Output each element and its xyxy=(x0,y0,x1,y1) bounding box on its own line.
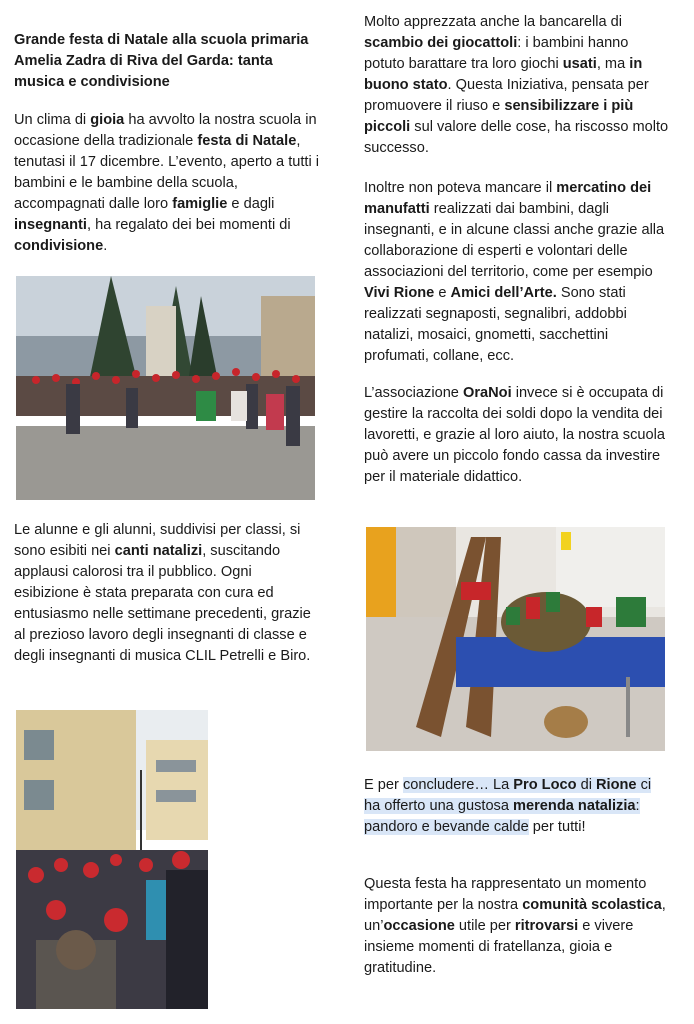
text-run: invece si è occupata di gestire la raccolta dei soldi dopo la vendita dei lavoretti, e grazie al loro aiuto, la nostra scuola può avere un piccolo fondo cassa da investire per il materiale didattico. xyxy=(364,385,665,485)
text-run: Vivi Rione xyxy=(364,285,435,301)
text-run: : pandoro e bevande calde xyxy=(364,798,640,835)
photo-market-stall xyxy=(366,527,665,751)
text-run: sensibilizzare i più piccoli xyxy=(364,98,634,135)
photo-courtyard-choir xyxy=(16,276,315,500)
text-run: Sono stati realizzati segnaposti, segnalibri, addobbi natalizi, mosaici, gnometti, sacchettini profumati, collane, ecc. xyxy=(364,285,627,364)
text-run: mercatino dei manufatti xyxy=(364,180,652,217)
text-run: , suscitando applausi calorosi tra il pubblico. Ogni esibizione è stata preparata con cura ed entusiasmo nelle settimane precedenti, grazie al prezioso lavoro degli insegnanti di classe e degli insegnanti di musica CLIL Petrelli e Biro. xyxy=(14,543,311,664)
text-run: realizzati dai bambini, dagli insegnanti, e in alcune classi anche grazie alla collaborazione di esperti e volontari delle associazioni del territorio, come per esempio xyxy=(364,201,665,280)
text-run: scambio dei giocattoli xyxy=(364,35,518,51)
text-run: Un clima di xyxy=(14,112,91,128)
text-run: usati xyxy=(562,56,597,72)
text-run: merenda natalizia xyxy=(513,798,636,814)
text-run: ha avvolto la nostra scuola in occasione della tradizionale xyxy=(14,112,317,149)
text-run: gioia xyxy=(90,112,125,128)
text-run: Rione xyxy=(596,777,637,793)
text-run: e vivere insieme momenti di fratellanza, gioia e gratitudine. xyxy=(364,918,634,976)
left-paragraph-1 xyxy=(14,110,320,257)
text-run: , tenutasi il 17 dicembre. L’evento, aperto a tutti i bambini e le bambine della scuola, accompagnati dalle loro xyxy=(14,133,320,212)
text-run: condivisione xyxy=(14,238,104,254)
photo-children-santa-hats xyxy=(16,710,208,1009)
text-run: in buono stato xyxy=(364,56,643,93)
right-paragraph-2 xyxy=(364,178,670,367)
text-run: per tutti! xyxy=(528,819,586,835)
text-run: Pro Loco xyxy=(513,777,577,793)
text-run: : i bambini hanno potuto barattare tra loro giochi xyxy=(364,35,629,72)
right-paragraph-5 xyxy=(364,874,670,979)
right-paragraph-3 xyxy=(364,383,670,488)
text-run: Amici dell’Arte. xyxy=(450,285,557,301)
text-run: Le alunne e gli alunni, suddivisi per classi, si sono esibiti nei xyxy=(14,522,301,559)
text-run: E per xyxy=(364,777,403,793)
text-run: comunità scolastica xyxy=(522,897,662,913)
text-run: utile per xyxy=(454,918,515,934)
text-run: concludere… La xyxy=(402,777,514,793)
text-run: ci ha offerto una gustosa xyxy=(364,777,652,814)
left-paragraph-2 xyxy=(14,520,320,667)
text-run: Inoltre non poteva mancare il xyxy=(364,180,557,196)
text-run: sul valore delle cose, ha riscosso molto successo. xyxy=(364,119,669,156)
text-run: ritrovarsi xyxy=(514,918,579,934)
text-run: , un’ xyxy=(364,897,666,934)
text-run: Molto apprezzata anche la bancarella di xyxy=(364,14,622,30)
right-paragraph-1 xyxy=(364,12,670,159)
right-paragraph-4 xyxy=(364,775,670,838)
text-run: L’associazione xyxy=(364,385,463,401)
text-run: festa di Natale xyxy=(197,133,297,149)
text-run: famiglie xyxy=(172,196,228,212)
text-run: occasione xyxy=(383,918,455,934)
text-run: , ma xyxy=(596,56,630,72)
text-run: e dagli xyxy=(227,196,275,212)
text-run: , ha regalato dei bei momenti di xyxy=(86,217,291,233)
article-title: Grande festa di Natale alla scuola primaria Amelia Zadra di Riva del Garda: tanta musica e condivisione xyxy=(14,32,309,90)
text-run: insegnanti xyxy=(14,217,87,233)
text-run: Questa festa ha rappresentato un momento importante per la nostra xyxy=(364,876,647,913)
text-run: e xyxy=(434,285,451,301)
text-run: OraNoi xyxy=(462,385,512,401)
text-run: di xyxy=(576,777,596,793)
text-run: . Questa Iniziativa, pensata per promuovere il riuso e xyxy=(364,77,649,114)
text-run: canti natalizi xyxy=(114,543,203,559)
text-run: . xyxy=(103,238,108,254)
